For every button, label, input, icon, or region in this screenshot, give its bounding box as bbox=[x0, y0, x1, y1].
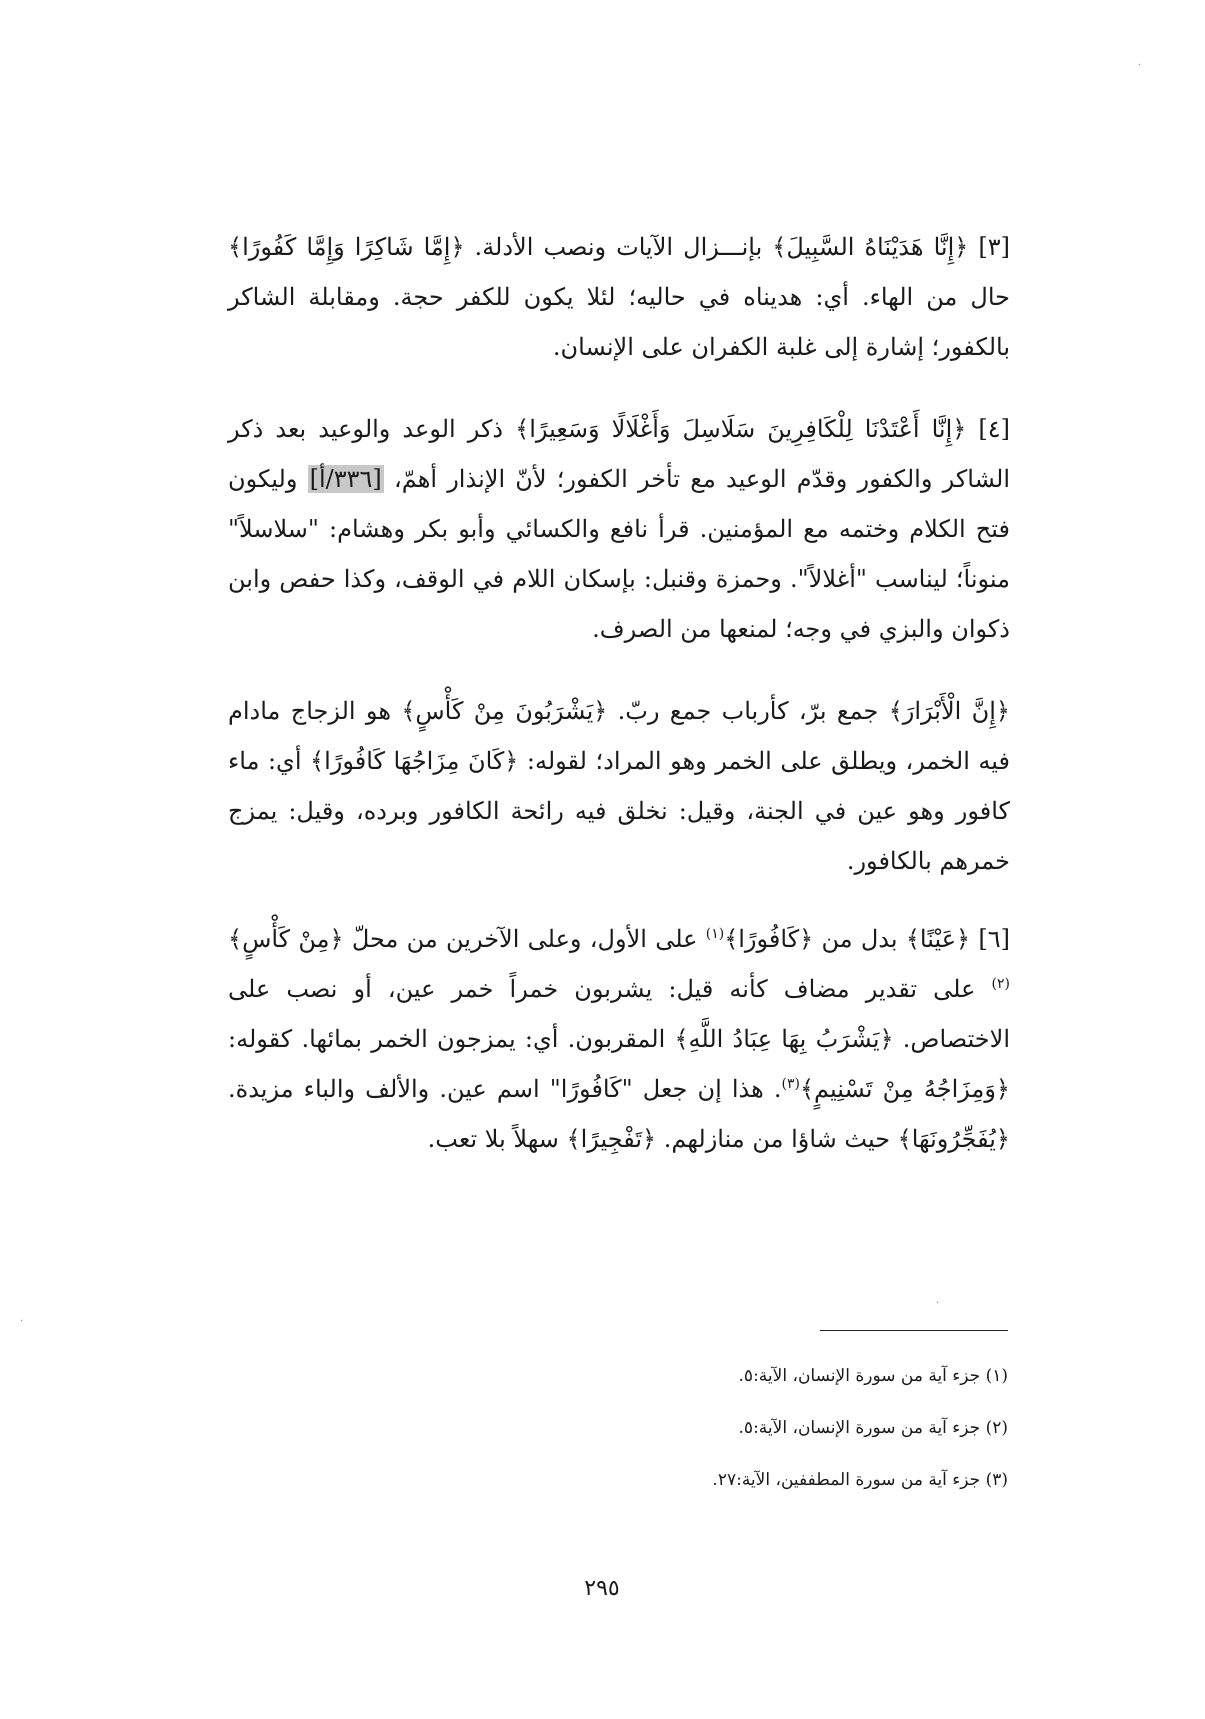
footnote-separator bbox=[820, 1330, 1008, 1331]
paragraph-text: وليكون فتح الكلام وختمه مع المؤمنين. قرأ نافع والكسائي وأبو بكر وهشام: "سلاسلاً" منوناً؛ ليناسب "أغلالاً". وحمزة وقنبل: بإسكان اللام في الوقف، وكذا حفص وابن ذكوان والبزي في وجه؛ لمنعها من الصرف. bbox=[228, 465, 1010, 643]
paragraph-text: ﴿إِنَّ الْأَبْرَارَ﴾ جمع برّ، كأرباب جمع ربّ. ﴿يَشْرَبُونَ مِنْ كَأْسٍ﴾ هو الزجاج مادام فيه الخمر، ويطلق على الخمر وهو المراد؛ لقوله: ﴿كَانَ مِزَاجُهَا كَافُورًا﴾ أي: ماء كافور وهو عين في الجنة، وقيل: نخلق فيه رائحة الكافور وبرده، وقيل: يمزج خمرهم بالكافور. bbox=[228, 697, 1010, 875]
paragraph-text: على الأول، وعلى الآخرين من محلّ ﴿مِنْ كَأْسٍ﴾ bbox=[228, 925, 706, 953]
paragraph-text: على تقدير مضاف كأنه قيل: يشربون خمراً خمر عين، أو نصب على الاختصاص. ﴿يَشْرَبُ بِهَا عِبَادُ اللَّهِ﴾ المقربون. أي: يمزجون الخمر بمائها. كقوله: ﴿وَمِزَاجُهُ مِنْ تَسْنِيمٍ﴾ bbox=[228, 975, 1010, 1103]
paragraph-verse-4 bbox=[228, 404, 1010, 654]
footnote: (٢) جزء آية من سورة الإنسان، الآية:٥. bbox=[738, 1418, 1008, 1438]
paragraph-text: ﴿عَيْنًا﴾ بدل من ﴿كَافُورًا﴾ bbox=[724, 925, 979, 953]
footnote-marker: (٢) bbox=[991, 976, 1010, 992]
paragraph-text: ﴿إِنَّا هَدَيْنَاهُ السَّبِيلَ﴾ بإنـــزال الآيات ونصب الأدلة. ﴿إِمَّا شَاكِرًا وَإِمَّا كَفُورًا﴾ حال من الهاء. أي: هديناه في حاليه؛ لئلا يكون للكفر حجة. ومقابلة الشاكر بالكفور؛ إشارة إلى غلبة الكفران على الإنسان. bbox=[228, 233, 1010, 361]
paragraph-verse-5 bbox=[228, 686, 1010, 886]
verse-number: [٣] bbox=[978, 233, 1010, 261]
manuscript-folio-marker: [٣٣٦/أ] bbox=[309, 465, 382, 493]
paragraph-verse-6 bbox=[228, 914, 1010, 1164]
scan-speck: · bbox=[1138, 60, 1142, 71]
footnote-marker: (١) bbox=[705, 926, 725, 942]
paragraph-text: ﴿إِنَّا أَعْتَدْنَا لِلْكَافِرِينَ سَلَاسِلَ وَأَغْلَالًا وَسَعِيرًا﴾ ذكر الوعد والوعيد بعد ذكر الشاكر والكفور وقدّم الوعيد مع تأخر الكفور؛ لأنّ الإنذار أهمّ، bbox=[228, 415, 1011, 493]
paragraph-text: . هذا إن جعل "كَافُورًا" اسم عين. والألف والباء مزيدة. ﴿يُفَجِّرُونَهَا﴾ حيث شاؤا من منازلهم. ﴿تَفْجِيرًا﴾ سهلاً بلا تعب. bbox=[228, 1075, 1010, 1153]
footnotes bbox=[600, 1350, 1008, 1506]
paragraph-verse-3 bbox=[228, 222, 1010, 372]
footnote: (٣) جزء آية من سورة المطففين، الآية:٢٧. bbox=[712, 1470, 1008, 1490]
scan-speck: · bbox=[936, 1298, 940, 1309]
main-text bbox=[228, 222, 1010, 1198]
verse-number: [٦] bbox=[978, 925, 1010, 953]
footnote-marker: (٣) bbox=[781, 1076, 800, 1092]
footnote: (١) جزء آية من سورة الإنسان، الآية:٥. bbox=[738, 1366, 1008, 1386]
page-number: ٢٩٥ bbox=[584, 1576, 620, 1601]
verse-number: [٤] bbox=[978, 415, 1010, 443]
scan-speck: · bbox=[20, 1316, 24, 1327]
